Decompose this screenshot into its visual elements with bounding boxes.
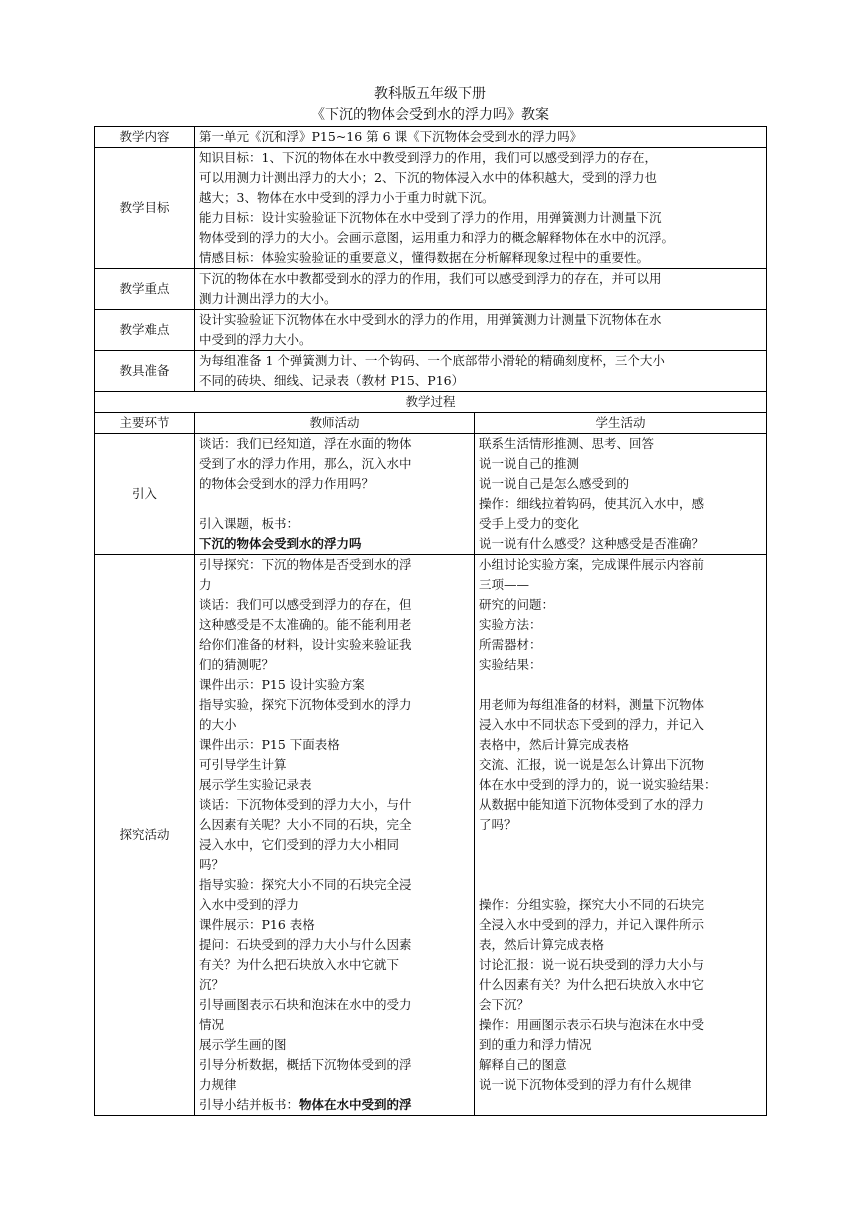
teacher-line: 浸入水中，它们受到的浮力大小相同 xyxy=(199,837,400,852)
student-line: 了吗？ xyxy=(479,817,517,832)
student-line: 会下沉？ xyxy=(479,997,530,1012)
student-line: 说一说自己是怎么感受到的 xyxy=(479,476,630,491)
student-line: 体在水中受到的浮力的，说一说实验结果： xyxy=(479,777,717,792)
content-label: 教学内容 xyxy=(95,127,195,148)
student-line: 操作：细线拉着钩码，使其沉入水中，感 xyxy=(479,496,705,511)
explore-student-activity xyxy=(475,555,767,1116)
process-title-row xyxy=(95,392,767,413)
lesson-title: 《下沉的物体会受到水的浮力吗》教案 xyxy=(311,107,549,123)
student-column-header: 学生活动 xyxy=(475,413,767,434)
student-line: 受手上受力的变化 xyxy=(479,516,580,531)
stage-column-header: 主要环节 xyxy=(95,413,195,434)
goals-row xyxy=(95,148,767,269)
teacher-line: 引入课题，板书： xyxy=(199,516,300,531)
key-points-line: 测力计测出浮力的大小。 xyxy=(199,291,337,306)
student-line: 解释自己的图意 xyxy=(479,1057,567,1072)
difficulties-line: 设计实验验证下沉物体在水中受到水的浮力的作用，用弹簧测力计测量下沉物体在水 xyxy=(199,312,662,327)
teacher-line: 的物体会受到水的浮力作用吗？ xyxy=(199,476,375,491)
process-header-row xyxy=(95,413,767,434)
goals-line: 知识目标：1、下沉的物体在水中教受到浮力的作用，我们可以感受到浮力的存在， xyxy=(199,150,657,165)
explore-row xyxy=(95,555,767,1116)
teacher-line: 有关？为什么把石块放入水中它就下 xyxy=(199,957,400,972)
materials-row xyxy=(95,351,767,392)
student-line: 实验方法： xyxy=(479,617,542,632)
difficulties-label: 教学难点 xyxy=(95,310,195,351)
teacher-line: 引导分析数据，概括下沉物体受到的浮 xyxy=(199,1057,412,1072)
student-line: 三项—— xyxy=(479,577,530,592)
student-line: 说一说自己的推测 xyxy=(479,456,580,471)
student-line: 说一说下沉物体受到的浮力有什么规律 xyxy=(479,1077,692,1092)
teacher-line: 给你们准备的材料，设计实验来验证我 xyxy=(199,637,412,652)
teacher-line: 沉？ xyxy=(199,977,225,992)
materials-text xyxy=(195,351,767,392)
difficulties-line: 中受到的浮力大小。 xyxy=(199,332,312,347)
board-summary: 物体在水中受到的浮 xyxy=(299,1097,412,1112)
student-line: 用老师为每组准备的材料，测量下沉物体 xyxy=(479,697,705,712)
content-row xyxy=(95,127,767,148)
student-line: 实验结果： xyxy=(479,657,542,672)
goals-line: 越大；3、物体在水中受到的浮力小于重力时就下沉。 xyxy=(199,190,495,205)
goals-line: 可以用测力计测出浮力的大小；2、下沉的物体浸入水中的体积越大，受到的浮力也 xyxy=(199,170,657,185)
teacher-line: 引导探究：下沉的物体是否受到水的浮 xyxy=(199,557,412,572)
teacher-line: 可引导学生计算 xyxy=(199,757,287,772)
goals-line: 能力目标：设计实验验证下沉物体在水中受到了浮力的作用，用弹簧测力计测量下沉 xyxy=(199,210,662,225)
teacher-line: 们的猜测呢？ xyxy=(199,657,275,672)
board-topic: 下沉的物体会受到水的浮力吗 xyxy=(199,536,362,551)
teacher-last-prefix: 引导小结并板书： xyxy=(199,1097,300,1112)
teacher-line: 情况 xyxy=(199,1017,225,1032)
process-title: 教学过程 xyxy=(95,392,767,413)
student-line xyxy=(479,835,762,855)
teacher-line: 课件出示：P15 设计实验方案 xyxy=(199,677,365,692)
student-line: 全浸入水中受到的浮力，并记入课件所示 xyxy=(479,917,705,932)
difficulties-row xyxy=(95,310,767,351)
textbook-title: 教科版五年级下册 xyxy=(374,86,486,102)
student-line: 表，然后计算完成表格 xyxy=(479,937,605,952)
student-line: 说一说有什么感受？这种感受是否准确？ xyxy=(479,536,705,551)
difficulties-text xyxy=(195,310,767,351)
intro-stage: 引入 xyxy=(95,434,195,555)
teacher-line: 谈话：我们可以感受到浮力的存在，但 xyxy=(199,597,412,612)
teacher-line: 谈话：下沉物体受到的浮力大小，与什 xyxy=(199,797,412,812)
teacher-line: 提问：石块受到的浮力大小与什么因素 xyxy=(199,937,412,952)
materials-line: 为每组准备 1 个弹簧测力计、一个钩码、一个底部带小滑轮的精确刻度杯，三个大小 xyxy=(199,353,665,368)
student-line xyxy=(479,875,762,895)
teacher-line: 吗？ xyxy=(199,857,225,872)
teacher-line: 力规律 xyxy=(199,1077,237,1092)
explore-teacher-activity xyxy=(195,555,475,1116)
teacher-line xyxy=(199,494,470,514)
student-line: 操作：用画图示表示石块与泡沫在水中受 xyxy=(479,1017,705,1032)
student-line: 所需器材： xyxy=(479,637,542,652)
teacher-line: 展示学生画的图 xyxy=(199,1037,287,1052)
student-line xyxy=(479,855,762,875)
student-line: 到的重力和浮力情况 xyxy=(479,1037,592,1052)
student-line: 交流、汇报，说一说是怎么计算出下沉物 xyxy=(479,757,705,772)
teacher-line: 入水中受到的浮力 xyxy=(199,897,300,912)
teacher-line: 受到了水的浮力作用，那么，沉入水中 xyxy=(199,456,412,471)
key-points-row xyxy=(95,269,767,310)
key-points-text xyxy=(195,269,767,310)
student-line: 讨论汇报：说一说石块受到的浮力大小与 xyxy=(479,957,705,972)
teacher-line: 力 xyxy=(199,577,212,592)
student-line xyxy=(479,675,762,695)
student-line: 操作：分组实验，探究大小不同的石块完 xyxy=(479,897,705,912)
goals-label: 教学目标 xyxy=(95,148,195,269)
materials-line: 不同的砖块、细线、记录表（教材 P15、P16） xyxy=(199,373,465,388)
intro-student-activity xyxy=(475,434,767,555)
lesson-plan-table xyxy=(94,126,767,1116)
key-points-label: 教学重点 xyxy=(95,269,195,310)
teacher-line xyxy=(199,1095,470,1115)
materials-label: 教具准备 xyxy=(95,351,195,392)
teacher-line: 展示学生实验记录表 xyxy=(199,777,312,792)
student-line: 浸入水中不同状态下受到的浮力，并记入 xyxy=(479,717,705,732)
teacher-line: 课件展示：P16 表格 xyxy=(199,917,315,932)
student-line: 什么因素有关？为什么把石块放入水中它 xyxy=(479,977,705,992)
teacher-line: 引导画图表示石块和泡沫在水中的受力 xyxy=(199,997,412,1012)
explore-stage: 探究活动 xyxy=(95,555,195,1116)
key-points-line: 下沉的物体在水中教都受到水的浮力的作用，我们可以感受到浮力的存在，并可以用 xyxy=(199,271,662,286)
teacher-line: 的大小 xyxy=(199,717,237,732)
goals-line: 情感目标：体验实验验证的重要意义，懂得数据在分析解释现象过程中的重要性。 xyxy=(199,250,650,265)
intro-teacher-activity xyxy=(195,434,475,555)
goals-text xyxy=(195,148,767,269)
teacher-column-header: 教师活动 xyxy=(195,413,475,434)
content-text: 第一单元《沉和浮》P15~16 第 6 课《下沉物体会受到水的浮力吗》 xyxy=(195,127,767,148)
teacher-line: 么因素有关呢？大小不同的石块，完全 xyxy=(199,817,412,832)
teacher-line: 指导实验，探究下沉物体受到水的浮力 xyxy=(199,697,412,712)
teacher-line: 这种感受是不太准确的。能不能利用老 xyxy=(199,617,412,632)
student-line: 小组讨论实验方案，完成课件展示内容前 xyxy=(479,557,705,572)
teacher-line: 指导实验：探究大小不同的石块完全浸 xyxy=(199,877,412,892)
intro-row xyxy=(95,434,767,555)
teacher-line: 课件出示：P15 下面表格 xyxy=(199,737,340,752)
student-line: 从数据中能知道下沉物体受到了水的浮力 xyxy=(479,797,705,812)
student-line: 联系生活情形推测、思考、回答 xyxy=(479,436,655,451)
goals-line: 物体受到的浮力的大小。会画示意图，运用重力和浮力的概念解释物体在水中的沉浮。 xyxy=(199,230,675,245)
teacher-line: 谈话：我们已经知道，浮在水面的物体 xyxy=(199,436,412,451)
student-line: 研究的问题： xyxy=(479,597,555,612)
student-line: 表格中，然后计算完成表格 xyxy=(479,737,630,752)
